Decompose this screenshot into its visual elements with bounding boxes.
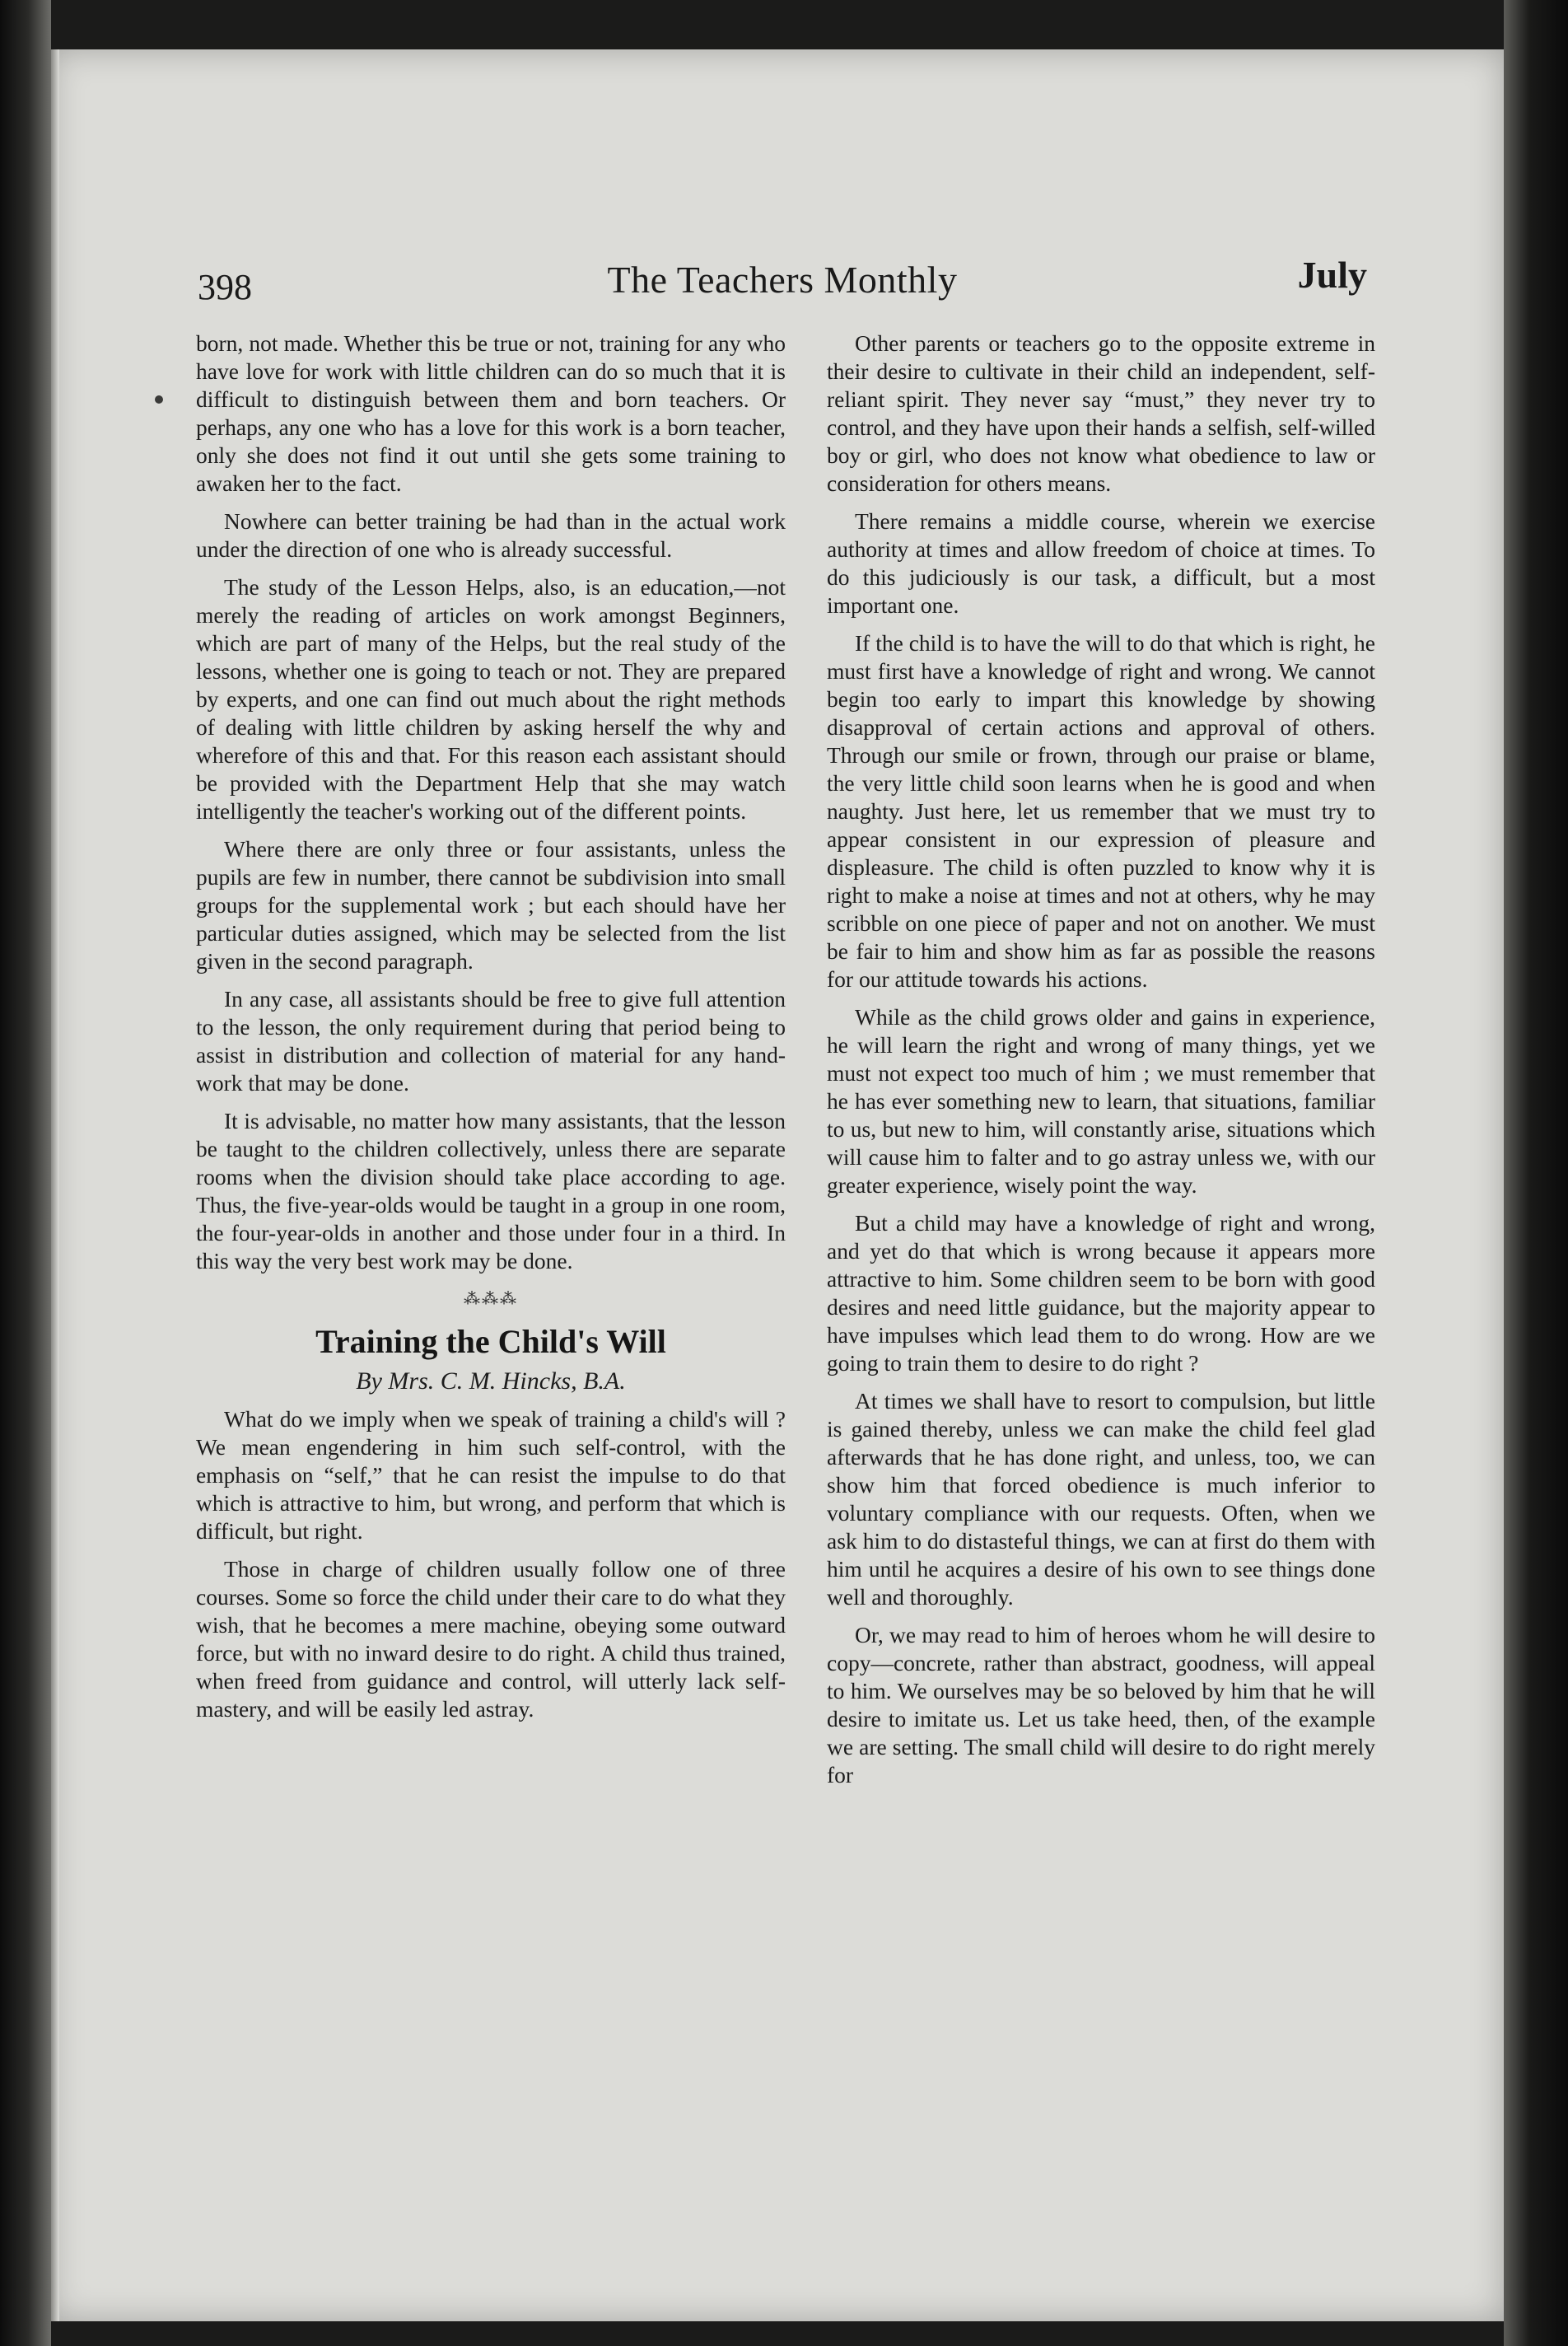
left-column: [196, 329, 786, 1733]
right-column: [827, 329, 1375, 1799]
ink-speck: [155, 395, 163, 404]
paragraph: The study of the Lesson Helps, also, is an education,—not merely the reading of articles on work amongst Beginners, which are part of many of the Helps, but the real study of the lessons, whether one is going to teach or not. They are prepared by experts, and one can find out much about the right methods of dealing with little children by asking herself the why and wherefore of this and that. For this reason each assistant should be provided with the Department Help that she may watch intelligently the teacher's working out of the different points.: [196, 574, 786, 824]
paragraph: Where there are only three or four assistants, unless the pupils are few in number, there cannot be subdivision into small groups for the supplemental work ; but each should have her particular duties assigned, which may be selected from the list given in the second paragraph.: [196, 836, 786, 974]
paragraph: But a child may have a knowledge of right and wrong, and yet do that which is wrong because it appears more attractive to him. Some children seem to be born with good desires and need little guidance, but the majority appear to have impulses which lead them to do wrong. How are we going to train them to desire to do right ?: [827, 1210, 1375, 1376]
page-number: 398: [198, 267, 252, 307]
paragraph: At times we shall have to resort to compulsion, but little is gained thereby, unless we can make the child feel glad afterwards that he has done right, and unless, too, we can show him that forced obedience is much inferior to voluntary compliance with our requests. Often, when we ask him to do distasteful things, we can at first do them with him until he acquires a desire of his own to see things done well and thoroughly.: [827, 1388, 1375, 1610]
issue-month: July: [1297, 254, 1367, 296]
article-byline: By Mrs. C. M. Hincks, B.A.: [356, 1367, 626, 1395]
section-separator-ornament: ⁂⁂⁂: [464, 1290, 518, 1308]
scan-left-edge: [0, 0, 51, 2346]
paragraph: It is advisable, no matter how many assistants, that the lesson be taught to the children collectively, unless there are separate rooms when the division should take place according to age. Thus, the five-year-olds would be taught in a group in one room, the four-year-olds in another and those under four in a third. In this way the very best work may be done.: [196, 1108, 786, 1273]
paragraph: What do we imply when we speak of training a child's will ? We mean engendering in him such self-control, with the emphasis on “self,” that he can resist the impulse to do that which is attractive to him, but wrong, and perform that which is difficult, but right.: [196, 1406, 786, 1544]
paragraph: born, not made. Whether this be true or not, training for any who have love for work with little children can do so much that it is difficult to distinguish between them and born teachers. Or perhaps, any one who has a love for this work is a born teacher, only she does not find it out until she gets some training to awaken her to the fact.: [196, 330, 786, 496]
paragraph: Other parents or teachers go to the opposite extreme in their desire to cultivate in their child an independent, self-reliant spirit. They never say “must,” they never try to control, and they have upon their hands a selfish, self-willed boy or girl, who does not know what obedience to law or consideration for others means.: [827, 330, 1375, 496]
journal-title: The Teachers Monthly: [607, 259, 958, 301]
scan-right-edge: [1504, 0, 1568, 2346]
article-title: Training the Child's Will: [315, 1323, 666, 1360]
paragraph: Nowhere can better training be had than in the actual work under the direction of one who is already successful.: [196, 508, 786, 562]
paragraph: There remains a middle course, wherein we exercise authority at times and allow freedom of choice at times. To do this judiciously is our task, a difficult, but a most important one.: [827, 508, 1375, 618]
paragraph: Or, we may read to him of heroes whom he will desire to copy—concrete, rather than abstract, goodness, will appeal to him. We ourselves may be so beloved by him that he will desire to imitate us. Let us take heed, then, of the example we are setting. The small child will desire to do right merely for: [827, 1622, 1375, 1788]
paragraph: If the child is to have the will to do that which is right, he must first have a knowledge of right and wrong. We cannot begin too early to impart this knowledge by showing disapproval of certain actions and approval of others. Through our smile or frown, through our praise or blame, the very little child soon learns when he is good and when naughty. Just here, let us remember that we must try to appear consistent in our expression of pleasure and displeasure. The child is often puzzled to know why it is right to make a noise at times and not at others, why he may scribble on one piece of paper and not on another. We must be fair to him and show him as far as possible the reasons for our attitude towards his actions.: [827, 630, 1375, 992]
running-head: [198, 251, 1367, 309]
page-gutter-shadow: [51, 49, 59, 2321]
paragraph: While as the child grows older and gains in experience, he will learn the right and wrong of many things, yet we must not expect too much of him ; we must remember that he has ever something new to learn, that situations, familiar to us, but new to him, will constantly arise, situations which will cause him to falter and to go astray unless we, with our greater experience, wisely point the way.: [827, 1004, 1375, 1198]
paragraph: Those in charge of children usually follow one of three courses. Some so force the child under their care to do what they wish, that he becomes a mere machine, obeying some outward force, but with no inward desire to do right. A child thus trained, when freed from guidance and control, will utterly lack self-mastery, and will be easily led astray.: [196, 1556, 786, 1722]
paragraph: In any case, all assistants should be free to give full attention to the lesson, the only requirement during that period being to assist in distribution and collection of material for any hand-work that may be done.: [196, 986, 786, 1096]
